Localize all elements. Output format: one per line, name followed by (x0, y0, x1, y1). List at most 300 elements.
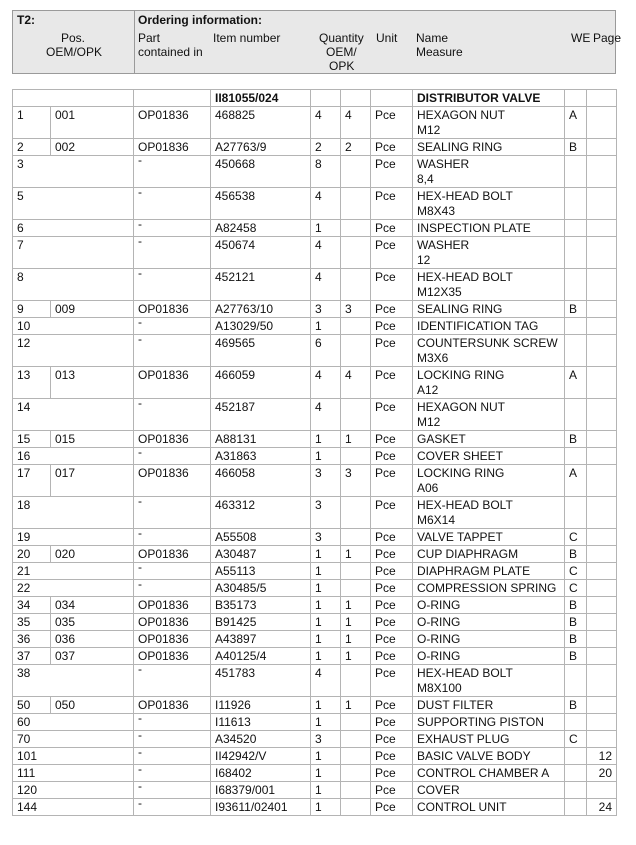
table-row (13, 748, 617, 765)
row-number: 9 (13, 301, 51, 318)
quantity-opk (341, 220, 371, 237)
part-contained-in: OP01836 (134, 107, 211, 139)
row-number: 34 (13, 597, 51, 614)
part-contained-in: OP01836 (134, 697, 211, 714)
part-contained-in: - (134, 563, 211, 580)
quantity-oem: 4 (311, 237, 341, 269)
table-row (13, 220, 617, 237)
part-measure: M3X6 (417, 351, 449, 365)
item-number: A31863 (211, 448, 311, 465)
name-measure-cell (413, 237, 565, 269)
table-row (13, 431, 617, 448)
part-name: HEX-HEAD BOLT (417, 270, 513, 284)
part-name: SUPPORTING PISTON (417, 715, 544, 729)
unit: Pce (371, 731, 413, 748)
t2-label: T2: (17, 13, 35, 27)
unit: Pce (371, 597, 413, 614)
part-measure: M12 (417, 415, 441, 429)
quantity-oem: 3 (311, 301, 341, 318)
unit: Pce (371, 367, 413, 399)
unit: Pce (371, 269, 413, 301)
row-number: 14 (13, 399, 134, 431)
table-row (13, 799, 617, 816)
part-contained-in: - (134, 335, 211, 367)
group-empty-cell (311, 90, 341, 107)
part-name: VALVE TAPPET (417, 530, 503, 544)
unit: Pce (371, 648, 413, 665)
unit: Pce (371, 580, 413, 597)
part-contained-in: - (134, 399, 211, 431)
row-number: 16 (13, 448, 134, 465)
row-number: 38 (13, 665, 134, 697)
oem-position: 020 (51, 546, 134, 563)
item-number: 450674 (211, 237, 311, 269)
item-number: 468825 (211, 107, 311, 139)
we-code (565, 748, 587, 765)
name-measure-cell (413, 448, 565, 465)
table-row (13, 765, 617, 782)
quantity-oem: 2 (311, 139, 341, 156)
part-name: CONTROL CHAMBER A (417, 766, 550, 780)
part-name: SEALING RING (417, 302, 503, 316)
oem-position: 015 (51, 431, 134, 448)
item-number: II42942/V (211, 748, 311, 765)
group-empty-cell (587, 90, 617, 107)
quantity-oem: 4 (311, 107, 341, 139)
quantity-opk: 1 (341, 546, 371, 563)
part-contained-in: - (134, 714, 211, 731)
unit: Pce (371, 431, 413, 448)
quantity-opk (341, 448, 371, 465)
part-contained-in: OP01836 (134, 614, 211, 631)
table-row (13, 597, 617, 614)
quantity-opk (341, 782, 371, 799)
row-number: 101 (13, 748, 134, 765)
quantity-opk: 3 (341, 301, 371, 318)
unit: Pce (371, 220, 413, 237)
table-row (13, 156, 617, 188)
item-number: A40125/4 (211, 648, 311, 665)
part-name: COVER (417, 783, 460, 797)
item-number: I68402 (211, 765, 311, 782)
quantity-opk: 1 (341, 648, 371, 665)
part-name: O-RING (417, 632, 461, 646)
quantity-opk (341, 580, 371, 597)
row-number: 19 (13, 529, 134, 546)
we-code: B (565, 631, 587, 648)
part-name: COMPRESSION SPRING (417, 581, 557, 595)
we-code: B (565, 648, 587, 665)
oem-position: 036 (51, 631, 134, 648)
item-number: A30487 (211, 546, 311, 563)
page-header: Page (593, 31, 622, 45)
page-ref (587, 367, 617, 399)
quantity-oem: 3 (311, 465, 341, 497)
part-contained-in: - (134, 220, 211, 237)
unit: Pce (371, 631, 413, 648)
quantity-oem: 1 (311, 748, 341, 765)
table-row (13, 648, 617, 665)
unit: Pce (371, 139, 413, 156)
we-code (565, 799, 587, 816)
page-ref (587, 335, 617, 367)
we-code (565, 399, 587, 431)
name-measure-cell (413, 597, 565, 614)
quantity-oem: 1 (311, 648, 341, 665)
page-ref (587, 563, 617, 580)
unit: Pce (371, 465, 413, 497)
row-number: 35 (13, 614, 51, 631)
we-code: B (565, 697, 587, 714)
page-ref (587, 431, 617, 448)
we-code (565, 269, 587, 301)
part-name: COUNTERSUNK SCREW (417, 336, 558, 350)
measure-header: Measure (416, 45, 463, 59)
unit: Pce (371, 765, 413, 782)
quantity-oem: 6 (311, 335, 341, 367)
row-number: 21 (13, 563, 134, 580)
group-name: DISTRIBUTOR VALVE (413, 90, 565, 107)
unit: Pce (371, 782, 413, 799)
unit: Pce (371, 156, 413, 188)
name-measure-cell (413, 188, 565, 220)
row-number: 144 (13, 799, 134, 816)
item-number: I11613 (211, 714, 311, 731)
part-name: IDENTIFICATION TAG (417, 319, 539, 333)
quantity-oem: 1 (311, 546, 341, 563)
part-measure: M6X14 (417, 513, 456, 527)
page-ref (587, 301, 617, 318)
we-code: B (565, 301, 587, 318)
row-number: 111 (13, 765, 134, 782)
part-name: DIAPHRAGM PLATE (417, 564, 531, 578)
part-contained-in: - (134, 448, 211, 465)
table-row (13, 237, 617, 269)
row-number: 1 (13, 107, 51, 139)
row-number: 37 (13, 648, 51, 665)
row-number: 70 (13, 731, 134, 748)
quantity-opk: 1 (341, 597, 371, 614)
name-measure-cell (413, 714, 565, 731)
item-number-header: Item number (213, 31, 281, 45)
we-code: B (565, 614, 587, 631)
part-name: CUP DIAPHRAGM (417, 547, 519, 561)
we-code (565, 714, 587, 731)
quantity-oem: 4 (311, 367, 341, 399)
page-ref (587, 237, 617, 269)
unit: Pce (371, 563, 413, 580)
row-number: 5 (13, 188, 134, 220)
item-number: 451783 (211, 665, 311, 697)
oem-position: 035 (51, 614, 134, 631)
we-code: A (565, 367, 587, 399)
quantity-opk (341, 497, 371, 529)
quantity-oem: 4 (311, 665, 341, 697)
quantity-oem: 4 (311, 399, 341, 431)
unit: Pce (371, 188, 413, 220)
row-number: 8 (13, 269, 134, 301)
pos-header: Pos. (61, 31, 86, 45)
quantity-opk (341, 335, 371, 367)
part-contained-in: - (134, 529, 211, 546)
ordering-title: Ordering information: (138, 13, 262, 27)
quantity-oem: 1 (311, 563, 341, 580)
quantity-oem: 1 (311, 431, 341, 448)
part-contained-in: - (134, 799, 211, 816)
header-divider (134, 11, 135, 73)
oem-position: 034 (51, 597, 134, 614)
part-measure: M12 (417, 123, 441, 137)
quantity-oem: 1 (311, 597, 341, 614)
name-measure-cell (413, 220, 565, 237)
we-code (565, 318, 587, 335)
quantity-opk: 2 (341, 139, 371, 156)
name-measure-cell (413, 665, 565, 697)
part-name: HEXAGON NUT (417, 108, 506, 122)
table-row (13, 188, 617, 220)
quantity-opk (341, 156, 371, 188)
name-header: Name (416, 31, 449, 45)
group-header-row (13, 90, 617, 107)
part-contained-in: - (134, 665, 211, 697)
table-row (13, 139, 617, 156)
row-number: 22 (13, 580, 134, 597)
we-code: B (565, 139, 587, 156)
unit: Pce (371, 335, 413, 367)
page-ref (587, 156, 617, 188)
we-code (565, 782, 587, 799)
we-code: C (565, 731, 587, 748)
part-measure: M12X35 (417, 285, 462, 299)
page-ref (587, 631, 617, 648)
oem-position: 050 (51, 697, 134, 714)
item-number: B35173 (211, 597, 311, 614)
we-code (565, 765, 587, 782)
page-ref (587, 731, 617, 748)
name-measure-cell (413, 563, 565, 580)
name-measure-cell (413, 697, 565, 714)
item-number: I11926 (211, 697, 311, 714)
quantity-opk (341, 765, 371, 782)
name-measure-cell (413, 765, 565, 782)
oem-position: 002 (51, 139, 134, 156)
quantity-oem: 1 (311, 765, 341, 782)
item-number: A27763/9 (211, 139, 311, 156)
quantity-opk (341, 529, 371, 546)
name-measure-cell (413, 301, 565, 318)
quantity-oem: 1 (311, 631, 341, 648)
we-code: C (565, 563, 587, 580)
part-name: WASHER (417, 157, 470, 171)
quantity-opk (341, 269, 371, 301)
row-number: 17 (13, 465, 51, 497)
part-contained-in: OP01836 (134, 301, 211, 318)
unit: Pce (371, 107, 413, 139)
table-row (13, 335, 617, 367)
item-number: 466059 (211, 367, 311, 399)
we-header: WE (571, 31, 591, 45)
table-row (13, 497, 617, 529)
unit: Pce (371, 497, 413, 529)
item-number: A30485/5 (211, 580, 311, 597)
part-name: HEX-HEAD BOLT (417, 498, 513, 512)
ordering-header (12, 10, 622, 74)
quantity-oem: 4 (311, 188, 341, 220)
part-contained-in: - (134, 748, 211, 765)
page-ref (587, 648, 617, 665)
name-measure-cell (413, 648, 565, 665)
quantity-oem: 3 (311, 731, 341, 748)
part-measure: M8X43 (417, 204, 456, 218)
table-row (13, 782, 617, 799)
part-name: GASKET (417, 432, 466, 446)
name-measure-cell (413, 782, 565, 799)
quantity-oem: 8 (311, 156, 341, 188)
table-row (13, 465, 617, 497)
unit: Pce (371, 546, 413, 563)
name-measure-cell (413, 529, 565, 546)
page-ref (587, 546, 617, 563)
quantity-opk (341, 318, 371, 335)
part-contained-in: OP01836 (134, 631, 211, 648)
page-ref (587, 597, 617, 614)
part-name: INSPECTION PLATE (417, 221, 531, 235)
page-ref (587, 782, 617, 799)
page-ref (587, 448, 617, 465)
group-item-number: II81055/024 (211, 90, 311, 107)
part-contained-in: - (134, 237, 211, 269)
name-measure-cell (413, 465, 565, 497)
oem-position: 017 (51, 465, 134, 497)
row-number: 20 (13, 546, 51, 563)
name-measure-cell (413, 631, 565, 648)
parts-table (12, 89, 617, 816)
we-code (565, 665, 587, 697)
part-measure: 8,4 (417, 172, 434, 186)
unit: Pce (371, 318, 413, 335)
item-number: A82458 (211, 220, 311, 237)
group-empty-cell (371, 90, 413, 107)
item-number: A55113 (211, 563, 311, 580)
table-row (13, 367, 617, 399)
item-number: A27763/10 (211, 301, 311, 318)
item-number: A88131 (211, 431, 311, 448)
table-row (13, 301, 617, 318)
page-ref (587, 497, 617, 529)
page-ref (587, 465, 617, 497)
unit: Pce (371, 665, 413, 697)
table-row (13, 731, 617, 748)
part-name: CONTROL UNIT (417, 800, 507, 814)
row-number: 6 (13, 220, 134, 237)
quantity-opk: 1 (341, 614, 371, 631)
quantity-oem: 1 (311, 448, 341, 465)
table-row (13, 563, 617, 580)
unit: Pce (371, 399, 413, 431)
part-name: O-RING (417, 598, 461, 612)
name-measure-cell (413, 731, 565, 748)
quantity-opk (341, 237, 371, 269)
page-ref (587, 399, 617, 431)
page-ref (587, 580, 617, 597)
we-code: A (565, 465, 587, 497)
name-measure-cell (413, 546, 565, 563)
quantity-opk (341, 714, 371, 731)
quantity-oem: 1 (311, 614, 341, 631)
page-ref (587, 714, 617, 731)
row-number: 18 (13, 497, 134, 529)
pos-oem-header: OEM/OPK (46, 45, 103, 59)
page-ref (587, 139, 617, 156)
row-number: 10 (13, 318, 134, 335)
unit: Pce (371, 301, 413, 318)
part-name: LOCKING RING (417, 368, 505, 382)
row-number: 2 (13, 139, 51, 156)
part-contained-in: - (134, 765, 211, 782)
oem-position: 009 (51, 301, 134, 318)
unit: Pce (371, 714, 413, 731)
part-contained-in: - (134, 156, 211, 188)
row-number: 13 (13, 367, 51, 399)
row-number: 120 (13, 782, 134, 799)
item-number: A34520 (211, 731, 311, 748)
part-contained-in: - (134, 497, 211, 529)
part-contained-in: OP01836 (134, 546, 211, 563)
row-number: 60 (13, 714, 134, 731)
part-measure: A12 (417, 383, 439, 397)
name-measure-cell (413, 799, 565, 816)
we-code (565, 156, 587, 188)
name-measure-cell (413, 497, 565, 529)
part-name: WASHER (417, 238, 470, 252)
name-measure-cell (413, 139, 565, 156)
part-contained-in: OP01836 (134, 465, 211, 497)
table-row (13, 529, 617, 546)
page-ref (587, 107, 617, 139)
item-number: 452121 (211, 269, 311, 301)
page-ref: 20 (587, 765, 617, 782)
row-number: 36 (13, 631, 51, 648)
quantity-opk (341, 665, 371, 697)
item-number: B91425 (211, 614, 311, 631)
we-code: B (565, 597, 587, 614)
row-number: 50 (13, 697, 51, 714)
we-code (565, 448, 587, 465)
part-contained-in: OP01836 (134, 367, 211, 399)
part-contained-in: - (134, 318, 211, 335)
we-code: B (565, 546, 587, 563)
name-measure-cell (413, 156, 565, 188)
group-empty-cell (134, 90, 211, 107)
quantity-opk (341, 188, 371, 220)
name-measure-cell (413, 748, 565, 765)
part-contained-in: OP01836 (134, 431, 211, 448)
part-header: Part (138, 31, 161, 45)
we-code: C (565, 580, 587, 597)
name-measure-cell (413, 399, 565, 431)
unit: Pce (371, 614, 413, 631)
part-name: DUST FILTER (417, 698, 494, 712)
item-number: I93611/02401 (211, 799, 311, 816)
part-name: HEX-HEAD BOLT (417, 666, 513, 680)
group-empty-cell (13, 90, 134, 107)
unit: Pce (371, 748, 413, 765)
unit: Pce (371, 448, 413, 465)
unit: Pce (371, 529, 413, 546)
page-ref: 12 (587, 748, 617, 765)
we-code: A (565, 107, 587, 139)
quantity-oem: 1 (311, 714, 341, 731)
